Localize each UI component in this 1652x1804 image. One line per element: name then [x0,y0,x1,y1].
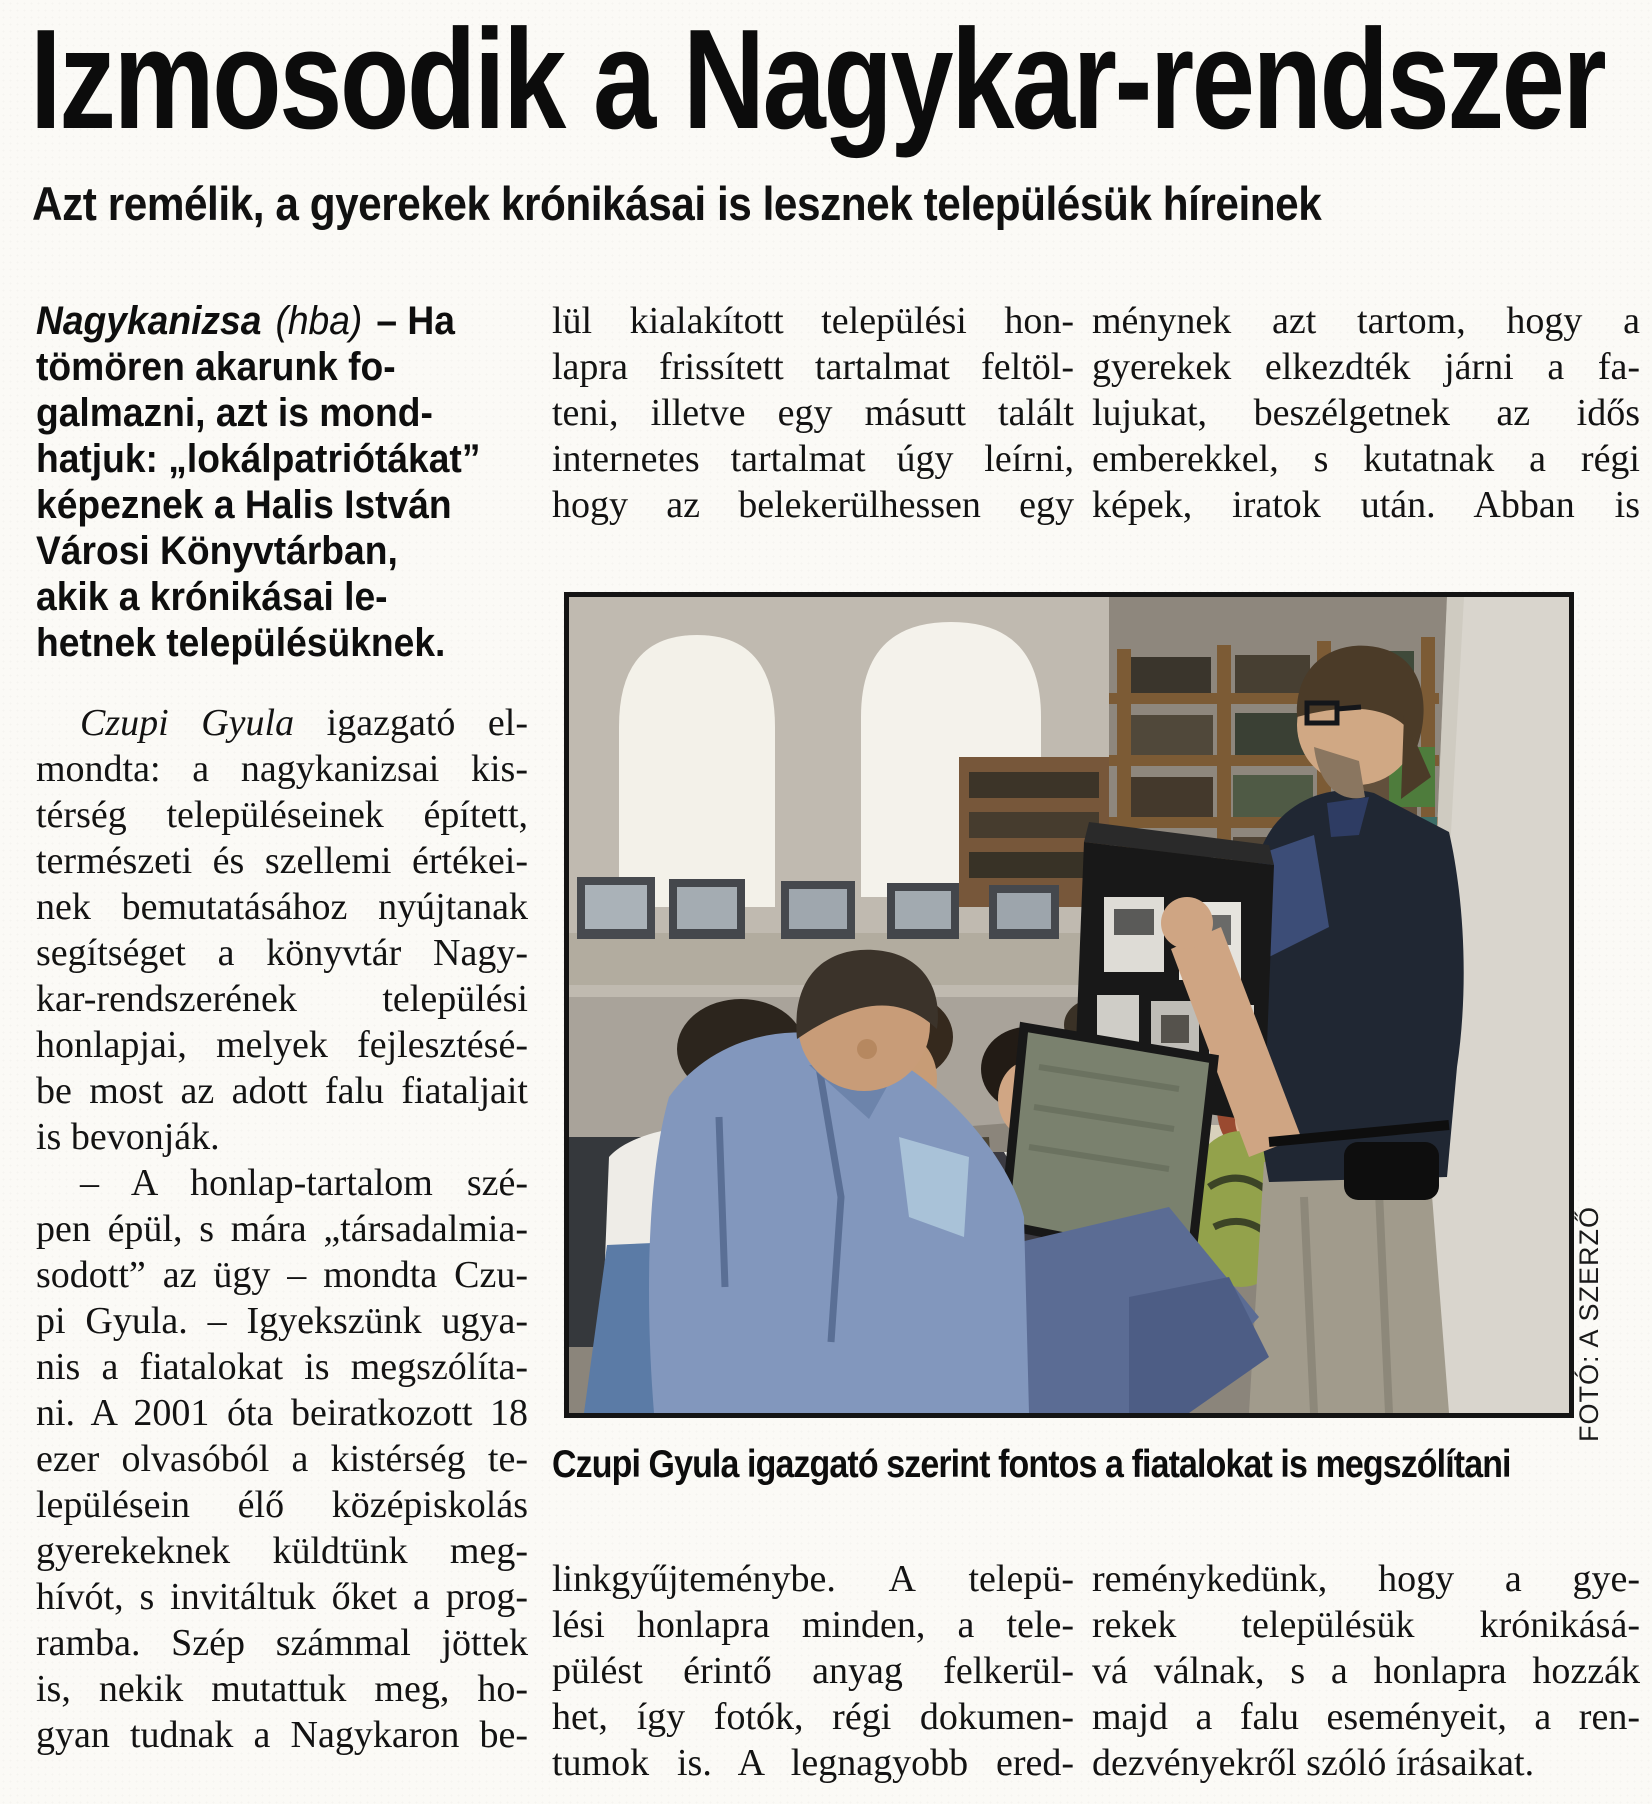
para3-first-line: – A honlap-tartalom szé- [80,1162,528,1204]
library-photo-illustration [569,597,1569,1413]
column-3-bottom: reménykedünk, hogy a gye- rekek településük krónikásá- vá válnak, s a honlapra hozzák majd a falu eseményeit, a ren- dezvényekről szóló írásaikat. [1092,1558,1640,1784]
dateline-line [36,298,529,344]
subheadline: Azt remélik, a gyerekek krónikásai is lesznek településük híreinek [32,177,1322,230]
photo-credit: FOTÓ: A SZERZŐ [1574,1205,1604,1442]
dateline-location: Nagykanizsa [36,299,262,343]
column-1 [36,298,528,1758]
para2-first-line [36,700,528,746]
photo-caption: Czupi Gyula igazgató szerint fontos a fiatalokat is megszólítani [552,1443,1511,1486]
headline: Izmosodik a Nagykar-rendszer [30,0,1605,159]
person-name-italic: Czupi Gyula [80,702,295,744]
lead-lines: tömören akarunk fo- galmazni, azt is mond- hatjuk: „lokálpatriótákat” képeznek a Halis István Városi Könyvtárban, akik a krónikásai le- hetnek településüknek. [36,345,481,665]
body-paragraph-quote [36,1160,528,1758]
lead-first-line-rest: – Ha [376,299,455,343]
column-2-top: lül kialakított települési hon- lapra frissített tartalmat feltöl- teni, illetve egy másutt talált internetes tartalmat úgy leírni, hogy az belekerülhessen egy [552,300,1074,526]
dateline-agency: (hba) [275,299,363,343]
para3-lines: pen épül, s mára „társadalmia- sodott” az ügy – mondta Czu- pi Gyula. – Igyekszünk ugya- nis a fiatalokat is megszólíta- ni. A 2001 óta beiratkozott 18 ezer olvasóból a kistérség te- lepülésein élő középiskolás gyerekeknek küldtünk meg- hívót, s invitáltuk őket a prog- ramba. Szép számmal jöttek is, nekik mutattuk meg, ho- gyan tudnak a Nagykaron be- [36,1208,528,1756]
lead-paragraph [36,298,529,666]
column-3-top: ménynek azt tartom, hogy a gyerekek elkezdték járni a fa- lujukat, beszélgetnek az idős emberekkel, s kutatnak a régi képek, iratok után. Abban is [1092,300,1640,526]
para2-lines: mondta: a nagykanizsai kis- térség településeinek épített, természeti és szellemi értékei- nek bemutatásához nyújtanak segítséget a könyvtár Nagy- kar-rendszerének települési honlapjai, melyek fejlesztésé- be most az adott falu fiataljait is bevonják. [36,748,528,1158]
body-paragraph-director [36,700,528,1160]
article-photo [564,592,1574,1418]
para2-first-line-rest: igazgató el- [294,702,528,744]
column-2-bottom: linkgyűjteménybe. A telepü- lési honlapra minden, a tele- pülést érintő anyag felkerül- het, így fotók, régi dokumen- tumok is. A legnagyobb ered- [552,1558,1074,1784]
